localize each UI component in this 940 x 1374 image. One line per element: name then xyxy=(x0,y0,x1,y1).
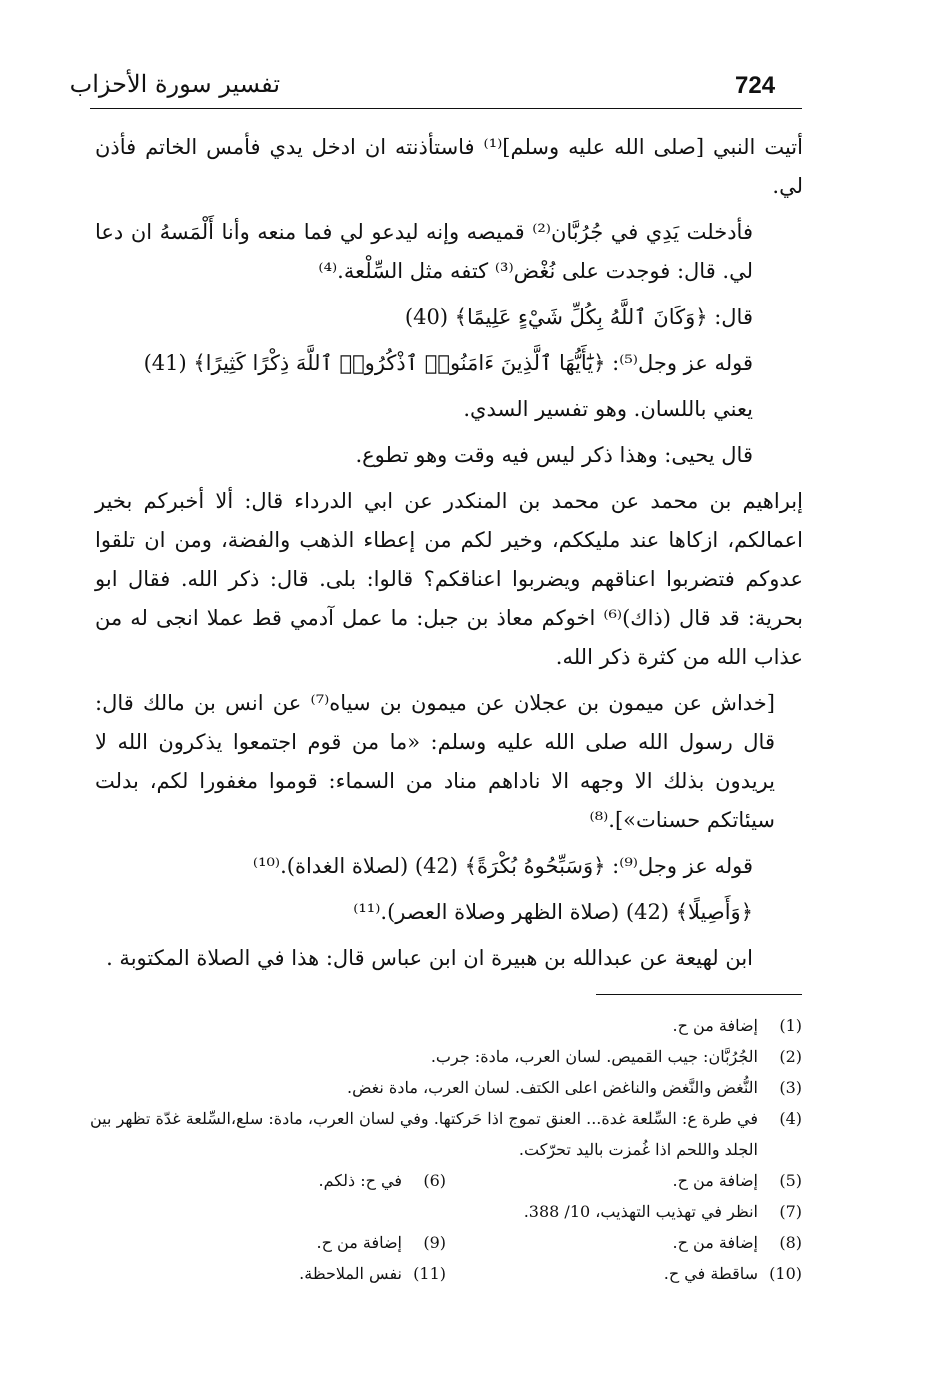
footnote-number: (2) xyxy=(779,1047,802,1066)
paragraph: ابن لهيعة عن عبدالله بن هبيرة ان ابن عباس قال: هذا في الصلاة المكتوبة . xyxy=(106,946,753,970)
paragraph: [خداش عن ميمون بن عجلان عن ميمون بن سياه⁽⁷⁾ عن انس بن مالك قال: قال رسول الله صلى الله عليه وسلم: «ما من قوم اجتمعوا يذكرون الله لا يريدون بذلك الا وجهه الا ناداهم مناد من السماء: قوموا مغفورا لكم، بدلت سيئاتكم حسنات»].⁽⁸⁾ xyxy=(95,691,775,832)
footnote xyxy=(446,1258,802,1289)
header-rule xyxy=(90,108,802,109)
footnote-text: في طرة ع: السِّلعة غدة... العنق تموج اذا حَركتها. وفي لسان العرب، مادة: سلع،السِّلعة غدّة تظهر بين الجلد واللحم اذا غُمزت باليد تحرّكت. xyxy=(90,1109,758,1159)
page-number: 724 xyxy=(735,72,776,99)
footnote-text: نفس الملاحظة. xyxy=(299,1264,402,1283)
footnote xyxy=(90,1072,802,1103)
footnote xyxy=(90,1103,802,1165)
footnote xyxy=(102,1196,802,1227)
footnote-number: (6) xyxy=(423,1171,446,1190)
quran-verse: قال: ﴿وَكَانَ ٱللَّهُ بِكُلِّ شَيْءٍ عَلِيمًا﴾ (40) xyxy=(404,305,753,329)
footnote-pair xyxy=(90,1258,802,1289)
footnote-pair xyxy=(90,1227,802,1258)
quran-verse: ﴿وَأَصِيلًا﴾ (42) (صلاة الظهر وصلاة العصر).⁽¹¹⁾ xyxy=(353,900,753,924)
paragraph: يعني باللسان. وهو تفسير السدي. xyxy=(463,397,753,421)
paragraph: فأدخلت يَدِي في جُرُبَّان⁽²⁾ قميصه وإنه ليدعو لي فما منعه وأنا أَلْمَسهُ ان دعا لي. قال: فوجدت على نُغْض⁽³⁾ كتفه مثل السِّلْعة.⁽⁴⁾ xyxy=(95,220,753,283)
footnote xyxy=(446,1165,802,1196)
footnote-text: الجُرُبَّان: جيب القميص. لسان العرب، مادة: جرب. xyxy=(430,1047,758,1066)
main-text xyxy=(95,128,803,985)
footnote-pair xyxy=(90,1196,802,1227)
quran-verse: قوله عز وجل⁽⁹⁾: ﴿وَسَبِّحُوهُ بُكْرَةً﴾ (42) (لصلاة الغداة).⁽¹⁰⁾ xyxy=(252,854,753,878)
quran-verse: قوله عز وجل⁽⁵⁾: ﴿يَٰٓأَيُّهَا ٱلَّذِينَ ءَامَنُوا۟ ٱذْكُرُوا۟ ٱللَّهَ ذِكْرًا كَثِيرًا﴾ (41) xyxy=(143,351,753,375)
footnote-number: (11) xyxy=(413,1264,446,1283)
footnote xyxy=(90,1258,446,1289)
running-header-title: تفسير سورة الأحزاب xyxy=(69,70,280,98)
footnotes xyxy=(90,1010,802,1289)
footnote-number: (4) xyxy=(779,1109,802,1128)
paragraph: قال يحيى: وهذا ذكر ليس فيه وقت وهو تطوع. xyxy=(355,443,753,467)
footnote-text: إضافة من ح. xyxy=(672,1016,758,1035)
footnote-number: (7) xyxy=(779,1202,802,1221)
footnote-text: في ح: ذلكم. xyxy=(318,1171,402,1190)
footnote-text: ساقطة في ح. xyxy=(663,1264,758,1283)
footnote xyxy=(446,1227,802,1258)
paragraph: أتيت النبي [صلى الله عليه وسلم]⁽¹⁾ فاستأذنته ان ادخل يدي فأمس الخاتم فأذن لي. xyxy=(95,135,803,198)
footnote-number: (5) xyxy=(779,1171,802,1190)
footnote xyxy=(90,1041,802,1072)
footnote xyxy=(90,1227,446,1258)
footnote-number: (3) xyxy=(779,1078,802,1097)
footnote-number: (1) xyxy=(779,1016,802,1035)
footnote-number: (8) xyxy=(779,1233,802,1252)
footnote-number: (10) xyxy=(769,1264,802,1283)
footnote-rule xyxy=(596,994,802,995)
footnote-text: إضافة من ح. xyxy=(672,1233,758,1252)
footnote-text: النُّغض والنَّغض والناغض اعلى الكتف. لسان العرب، مادة نغض. xyxy=(346,1078,758,1097)
footnote-number: (9) xyxy=(423,1233,446,1252)
footnote-pair xyxy=(90,1165,802,1196)
footnote xyxy=(90,1165,446,1196)
footnote xyxy=(90,1010,802,1041)
footnote-text: إضافة من ح. xyxy=(316,1233,402,1252)
paragraph: إبراهيم بن محمد عن محمد بن المنكدر عن ابي الدرداء قال: ألا أخبركم بخير اعمالكم، ازكاها عند مليككم، وخير لكم من إعطاء الذهب والفضة، ومن ان تلقوا عدوكم فتضربوا اعناقهم ويضربوا اعناقكم؟ قالوا: بلى. قال: ذكر الله. فقال ابو بحرية: قد قال (ذاك)⁽⁶⁾ اخوكم معاذ بن جبل: ما عمل آدمي قط عملا انجى له من عذاب الله من كثرة ذكر الله. xyxy=(95,489,803,669)
footnote-text: انظر في تهذيب التهذيب، 10/ 388. xyxy=(523,1202,758,1221)
footnote-text: إضافة من ح. xyxy=(672,1171,758,1190)
